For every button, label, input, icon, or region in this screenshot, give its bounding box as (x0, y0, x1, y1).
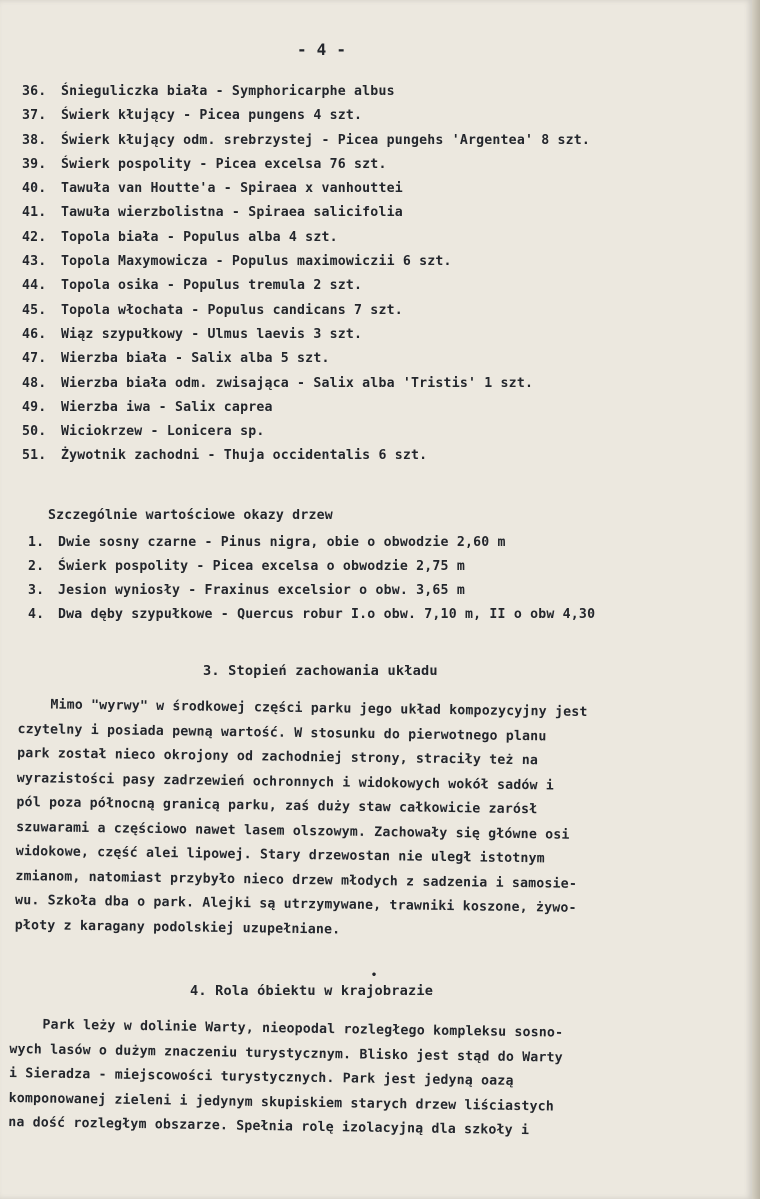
species-item-text: Świerk pospolity - Picea excelsa 76 szt. (61, 156, 387, 172)
valuable-tree-item (28, 555, 595, 579)
valuable-tree-item-text: Dwie sosny czarne - Pinus nigra, obie o obwodzie 2,60 m (58, 535, 506, 550)
species-item (22, 177, 590, 201)
paragraph-line: czytelny i posiada pewną wartość. W stosunku do pierwotnego planu (17, 721, 547, 744)
species-item-text: Topola biała - Populus alba 4 szt. (61, 229, 338, 245)
paragraph-line: pól poza północną granicą parku, zaś duży staw całkowicie zarósł (16, 794, 538, 818)
species-item (22, 372, 590, 396)
paragraph-line: zmianom, natomiast przybyło nieco drzew młodych z sadzenia i samosie- (15, 868, 578, 892)
paragraph-line: na dość rozległym obszarze. Spełnia rolę izolacyjną dla szkoły i (8, 1114, 530, 1139)
paragraph-line: park został nieco okrojony od zachodniej strony, straciły też na (17, 745, 539, 769)
section-4-heading: 4. Rola óbiektu w krajobrazie (190, 983, 434, 999)
species-item-text: Wierzba biała odm. zwisająca - Salix alba 'Tristis' 1 szt. (61, 375, 534, 391)
species-item-text: Tawuła wierzbolistna - Spiraea salicifolia (61, 205, 403, 221)
species-item-number: 41. (22, 205, 47, 221)
species-item-text: Wierzba iwa - Salix caprea (61, 399, 273, 415)
valuable-tree-item (28, 603, 595, 627)
stray-mark: • (371, 970, 378, 981)
species-item-number: 44. (22, 278, 47, 294)
paragraph-line: komponowanej zieleni i jedynym skupiskiem starych drzew liściastych (8, 1090, 555, 1115)
species-item-number: 38. (22, 132, 47, 148)
species-item-number: 48. (22, 375, 47, 391)
species-item-text: Topola osika - Populus tremula 2 szt. (61, 278, 363, 294)
species-item-number: 36. (22, 84, 47, 99)
species-item-text: Wierzba biała - Salix alba 5 szt. (61, 351, 330, 367)
species-item-text: Wiciokrzew - Lonicera sp. (61, 424, 265, 440)
valuable-tree-item-number: 4. (28, 607, 45, 622)
species-item-number: 39. (22, 156, 47, 172)
species-item (22, 226, 590, 250)
species-item-number: 49. (22, 399, 47, 415)
valuable-tree-item-number: 2. (28, 559, 45, 574)
valuable-tree-item-text: Dwa dęby szypułkowe - Quercus robur I.o obw. 7,10 m, II o obw 4,30 (58, 607, 596, 622)
species-item-text: Topola Maxymowicza - Populus maximowiczii 6 szt. (61, 254, 452, 270)
valuable-trees-heading: Szczególnie wartościowe okazy drzew (48, 508, 333, 523)
species-item-number: 37. (22, 108, 47, 124)
paragraph-line: szuwarami a częściowo nawet lasem olszowym. Zachowały się główne osi (16, 819, 570, 843)
species-item-number: 47. (22, 351, 47, 367)
paragraph-line: widokowe, część alei lipowej. Stary drzewostan nie uległ istotnym (15, 843, 545, 867)
species-item-text: Żywotnik zachodni - Thuja occidentalis 6 szt. (61, 448, 428, 464)
section-3-paragraph (15, 693, 588, 946)
paragraph-line: wych lasów o dużym znaczeniu turystycznym. Blisko jest stąd do Warty (9, 1041, 563, 1066)
valuable-trees-list (28, 531, 595, 627)
species-item-text: Świerk kłujący - Picea pungens 4 szt. (61, 108, 363, 124)
valuable-tree-item-text: Jesion wyniosły - Fraxinus excelsior o obw. 3,65 m (58, 583, 465, 598)
species-item (22, 250, 590, 274)
paragraph-line: wyrazistości pasy zadrzewień ochronnych i widokowych wokół sadów i (16, 770, 555, 793)
species-item (22, 323, 590, 347)
species-item (22, 420, 590, 444)
species-item-number: 43. (22, 254, 47, 270)
species-item-number: 40. (22, 181, 47, 197)
species-item (22, 153, 590, 177)
section-3-heading: 3. Stopień zachowania układu (203, 663, 438, 679)
species-item-number: 42. (22, 229, 47, 245)
paragraph-line: Mimo "wyrwy" w środkowej części parku jego układ kompozycyjny jest (17, 696, 588, 720)
valuable-tree-item-number: 3. (28, 583, 45, 598)
valuable-tree-item (28, 531, 595, 555)
species-item-text: Topola włochata - Populus candicans 7 szt. (61, 302, 403, 318)
page-number: - 4 - (297, 40, 347, 59)
paragraph-line: Park leży w dolinie Warty, nieopodal rozległego kompleksu sosno- (9, 1016, 564, 1041)
species-item-number: 46. (22, 326, 47, 342)
valuable-tree-item (28, 579, 595, 603)
species-item (22, 80, 590, 104)
valuable-tree-item-number: 1. (28, 535, 45, 550)
species-item (22, 299, 590, 323)
species-item (22, 201, 590, 225)
species-item (22, 396, 590, 420)
valuable-tree-item-text: Świerk pospolity - Picea excelsa o obwodzie 2,75 m (58, 559, 465, 574)
species-item-text: Świerk kłujący odm. srebrzystej - Picea pungehs 'Argentea' 8 szt. (61, 132, 591, 148)
species-item (22, 347, 590, 371)
species-item (22, 129, 590, 153)
species-item (22, 274, 590, 298)
species-item-number: 45. (22, 302, 47, 318)
species-item (22, 104, 590, 128)
species-item-text: Śnieguliczka biała - Symphoricarphe albus (61, 84, 395, 99)
page-edge (752, 0, 760, 1199)
paragraph-line: i Sieradza - miejscowości turystycznych. Park jest jedyną oazą (8, 1065, 514, 1089)
paragraph-line: wu. Szkoła dba o park. Alejki są utrzymywane, trawniki koszone, żywo- (14, 892, 577, 916)
section-4-paragraph (8, 1013, 563, 1144)
species-item-number: 50. (22, 424, 47, 440)
species-item-text: Wiąz szypułkowy - Ulmus laevis 3 szt. (61, 326, 363, 342)
species-item-number: 51. (22, 448, 47, 464)
species-list (22, 80, 590, 469)
species-item (22, 444, 590, 468)
species-item-text: Tawuła van Houtte'a - Spiraea x vanhouttei (61, 181, 403, 197)
paragraph-line: płoty z karagany podolskiej uzupełniane. (14, 917, 341, 938)
